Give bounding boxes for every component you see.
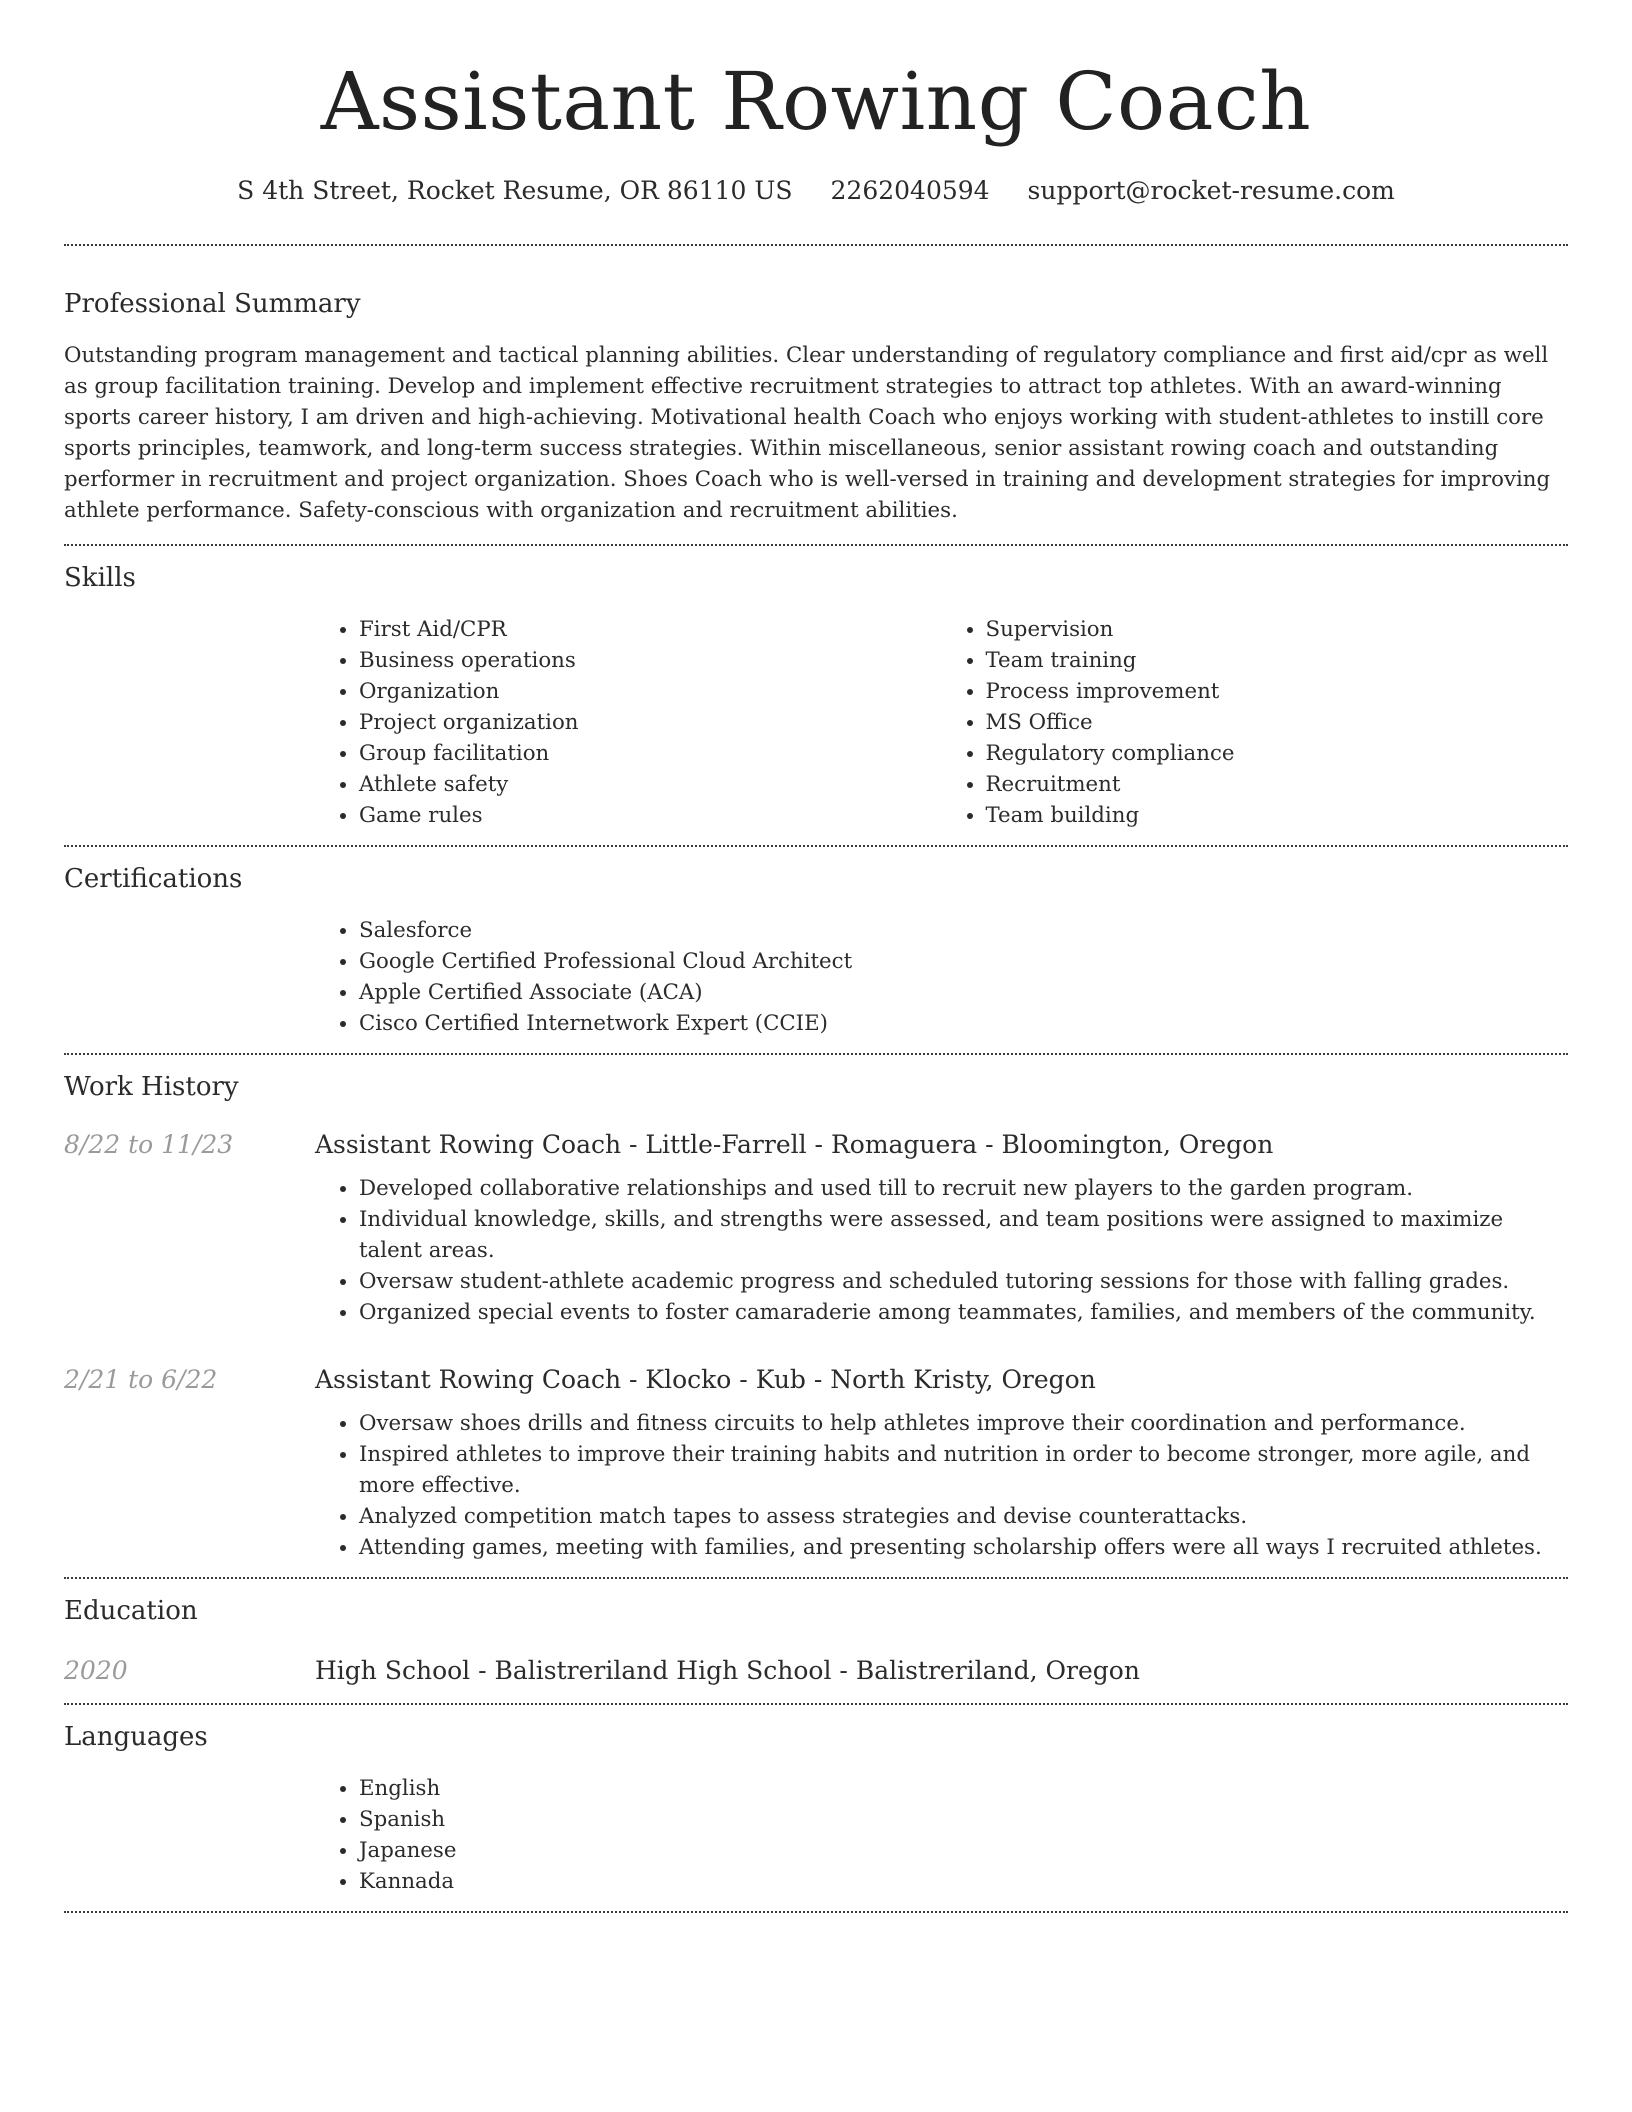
list-item: • Business operations	[359, 645, 942, 676]
list-item: • Oversaw shoes drills and fitness circuits to help athletes improve their coordination and performance.	[359, 1408, 1568, 1439]
resume-header	[64, 48, 1568, 208]
summary-section	[64, 246, 1568, 544]
work-section	[64, 1055, 1568, 1577]
job-dates: 8/22 to 11/23	[64, 1130, 234, 1159]
list-item: • English	[359, 1773, 1568, 1804]
list-item: • Analyzed competition match tapes to assess strategies and devise counterattacks.	[359, 1501, 1568, 1532]
contact-email: support@rocket-resume.com	[1027, 176, 1395, 205]
job-heading: Assistant Rowing Coach - Klocko - Kub - North Kristy, Oregon	[315, 1365, 1096, 1394]
languages-list	[315, 1773, 1568, 1897]
job-entry	[64, 1127, 1568, 1163]
contact-phone: 2262040594	[830, 176, 990, 205]
list-item: • Regulatory compliance	[986, 738, 1569, 769]
languages-list-wrap	[315, 1773, 1568, 1897]
contact-address: S 4th Street, Rocket Resume, OR 86110 US	[237, 176, 793, 205]
education-section	[64, 1579, 1568, 1703]
skills-heading: Skills	[64, 563, 136, 593]
job-duties	[315, 1173, 1568, 1328]
list-item: • Team training	[986, 645, 1569, 676]
certifications-list	[315, 915, 1568, 1039]
list-item: • Project organization	[359, 707, 942, 738]
list-item: • First Aid/CPR	[359, 614, 942, 645]
list-item: • Cisco Certified Internetwork Expert (CCIE)	[359, 1008, 1568, 1039]
education-heading-line: High School - Balistreriland High School - Balistreriland, Oregon	[315, 1656, 1140, 1685]
languages-heading: Languages	[64, 1722, 208, 1752]
job-duties-list	[315, 1173, 1568, 1328]
list-item: • Process improvement	[986, 676, 1569, 707]
skills-grid	[315, 614, 1568, 831]
list-item: • Spanish	[359, 1804, 1568, 1835]
list-item: • Apple Certified Associate (ACA)	[359, 977, 1568, 1008]
list-item: • Oversaw student-athlete academic progress and scheduled tutoring sessions for those with falling grades.	[359, 1266, 1568, 1297]
skills-list-right	[942, 614, 1569, 831]
list-item: • Salesforce	[359, 915, 1568, 946]
list-item: • Group facilitation	[359, 738, 942, 769]
list-item: • Inspired athletes to improve their training habits and nutrition in order to become stronger, more agile, and more effective.	[359, 1439, 1568, 1501]
job-dates: 2/21 to 6/22	[64, 1365, 218, 1394]
education-heading: Education	[64, 1596, 198, 1626]
list-item: • Individual knowledge, skills, and strengths were assessed, and team positions were assigned to maximize talent areas.	[359, 1204, 1568, 1266]
job-duties	[315, 1408, 1568, 1563]
education-year: 2020	[64, 1656, 128, 1685]
list-item: • Kannada	[359, 1866, 1568, 1897]
list-item: • Team building	[986, 800, 1569, 831]
list-item: • Organization	[359, 676, 942, 707]
certifications-section	[64, 847, 1568, 1053]
certifications-list-wrap	[315, 915, 1568, 1039]
list-item: • Attending games, meeting with families, and presenting scholarship offers were all ways I recruited athletes.	[359, 1532, 1568, 1563]
list-item: • Google Certified Professional Cloud Architect	[359, 946, 1568, 977]
work-heading: Work History	[64, 1072, 239, 1102]
certifications-heading: Certifications	[64, 864, 243, 894]
skills-list-left	[315, 614, 942, 831]
list-item: • Developed collaborative relationships and used till to recruit new players to the garden program.	[359, 1173, 1568, 1204]
languages-section	[64, 1705, 1568, 1911]
contact-line	[64, 174, 1568, 208]
job-entry	[64, 1362, 1568, 1398]
list-item: • MS Office	[986, 707, 1569, 738]
job-duties-list	[315, 1408, 1568, 1563]
list-item: • Recruitment	[986, 769, 1569, 800]
skills-section	[64, 546, 1568, 845]
section-divider	[64, 1911, 1568, 1913]
education-entry	[64, 1653, 1568, 1689]
list-item: • Organized special events to foster camaraderie among teammates, families, and members of the community.	[359, 1297, 1568, 1328]
summary-text: Outstanding program management and tactical planning abilities. Clear understanding of regulatory compliance and first aid/cpr as well as group facilitation training. Develop and implement effective recruitment strategies to attract top athletes. With an award-winning sports career history, I am driven and high-achieving. Motivational health Coach who enjoys working with student-athletes to instill core sports principles, teamwork, and long-term success strategies. Within miscellaneous, senior assistant rowing coach and outstanding performer in recruitment and project organization. Shoes Coach who is well-versed in training and development strategies for improving athlete performance. Safety-conscious with organization and recruitment abilities.	[64, 343, 1551, 523]
list-item: • Japanese	[359, 1835, 1568, 1866]
candidate-name: Assistant Rowing Coach	[320, 55, 1312, 148]
list-item: • Game rules	[359, 800, 942, 831]
job-heading: Assistant Rowing Coach - Little-Farrell - Romaguera - Bloomington, Oregon	[315, 1130, 1274, 1159]
list-item: • Supervision	[986, 614, 1569, 645]
summary-heading: Professional Summary	[64, 289, 361, 319]
list-item: • Athlete safety	[359, 769, 942, 800]
